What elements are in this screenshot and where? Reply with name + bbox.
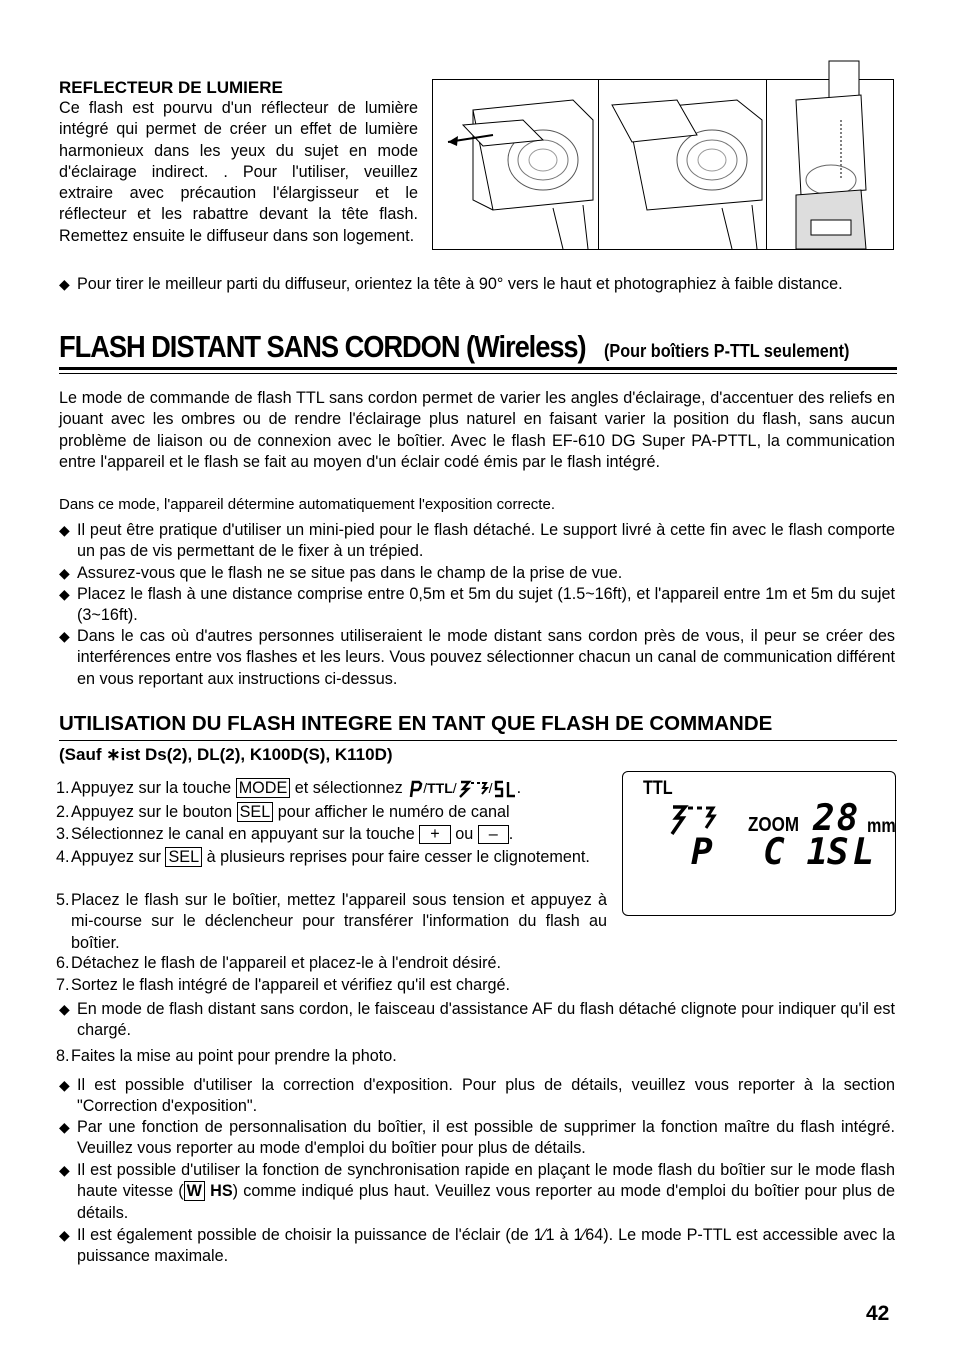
section2-rule [59, 740, 897, 741]
step-6: 6. Détachez le flash de l'appareil et placez-le à l'endroit désiré. [56, 954, 501, 972]
diamond-bullet-icon: ◆ [59, 1001, 70, 1017]
diamond-bullet-icon: ◆ [59, 522, 70, 538]
section2-bullet: ◆ Il est possible d'utiliser la correction d'exposition. Pour plus de détails, veuillez vous reporter à la section "Correction d'exposition". [59, 1076, 895, 1116]
lcd-mode: P [691, 832, 713, 873]
section2-bullet: ◆ Il est également possible de choisir la puissance de l'éclair (de 1⁄1 à 1⁄64). Le mode P-TTL est accessible avec la puissance maximale. [59, 1226, 895, 1266]
section1-bullet: ◆ Il peut être pratique d'utiliser un mini-pied pour le flash détaché. Le support livré à cette fin avec le flash comporte un pas de vis permettant de le fixer à un trépied. [59, 521, 895, 561]
step-3: 3. Sélectionnez le canal en appuyant sur la touche + ou – . [56, 825, 514, 843]
section2-bullet: ◆ Par une fonction de personnalisation du boîtier, il est possible de supprimer la fonction maître du flash intégré. Veuillez vous reporter au mode d'emploi du boîtier pour plus de détails. [59, 1118, 895, 1158]
mode-key: MODE [236, 778, 291, 798]
flash-illustration-1 [432, 79, 599, 250]
plus-key: + [419, 825, 450, 844]
reflector-bullet: ◆ Pour tirer le meilleur parti du diffuseur, orientez la tête à 90° vers le haut et photographiez à faible distance. [59, 274, 895, 295]
step-2: 2. Appuyez sur le bouton SEL pour afficher le numéro de canal [56, 803, 510, 821]
diamond-bullet-icon: ◆ [59, 1119, 70, 1135]
title-rule-thin [59, 373, 897, 374]
diamond-bullet-icon: ◆ [59, 628, 70, 644]
diamond-bullet-icon: ◆ [59, 1162, 70, 1178]
mode-symbols: / TTL / / . [407, 778, 521, 799]
p-mode-icon [407, 780, 423, 798]
w-symbol: W [184, 1181, 205, 1201]
page-number: 42 [866, 1302, 890, 1325]
diamond-bullet-icon: ◆ [59, 1077, 70, 1093]
sl-mode-icon [493, 780, 517, 798]
step-4: 4. Appuyez sur SEL à plusieurs reprises pour faire cesser le clignotement. [56, 848, 590, 866]
diamond-bullet-icon: ◆ [59, 276, 70, 292]
section1-bullet: ◆ Assurez-vous que le flash ne se situe pas dans le champ de la prise de vue. [59, 563, 895, 584]
section1-intro: Le mode de commande de flash TTL sans cordon permet de varier les angles d'éclairage, d'accentuer des reliefs en jouant avec les ombres ou de rendre l'éclairage plus naturel en faisant varier la position du flash, sans aucun problème de liaison ou de connexion avec le boîtier. Avec le flash EF-610 DG Super PA-PTTL, la communication entre l'appareil et le flash se fait au moyen d'un éclair codé émis par le flash intégré. [59, 389, 895, 471]
sel-key: SEL [237, 802, 274, 822]
section1-bullet: ◆ Placez le flash à une distance comprise entre 0,5m et 5m du sujet (1.5~16ft), et l'appareil entre 1m et 5m du sujet (3~16ft). [59, 585, 895, 625]
step-8: 8. Faites la mise au point pour prendre la photo. [56, 1047, 397, 1065]
section2-subtitle: (Sauf ∗ist Ds(2), DL(2), K100D(S), K110D) [59, 745, 393, 764]
flash-illustration-3 [766, 79, 894, 250]
section2-title: UTILISATION DU FLASH INTEGRE EN TANT QUE FLASH DE COMMANDE [59, 712, 773, 735]
section2-bullet-after7: ◆ En mode de flash distant sans cordon, le faisceau d'assistance AF du flash détaché clignote pour indiquer qu'il est chargé. [59, 1000, 895, 1040]
sel-key: SEL [165, 847, 202, 867]
section1-title-main: FLASH DISTANT SANS CORDON (Wireless) [59, 329, 586, 364]
diamond-bullet-icon: ◆ [59, 565, 70, 581]
diamond-bullet-icon: ◆ [59, 586, 70, 602]
lcd-zoom-value: 28 [813, 798, 861, 839]
section1-title-sub: (Pour boîtiers P-TTL seulement) [604, 341, 850, 361]
lcd-zoom-label: ZOOM [748, 814, 799, 836]
step-1: 1. Appuyez sur la touche MODE et sélectionnez / TTL / / . [56, 778, 607, 799]
reflector-heading: REFLECTEUR DE LUMIERE [59, 78, 283, 97]
section1-title [59, 329, 877, 365]
lcd-unit: mm [867, 816, 896, 837]
section1-bullet: ◆ Dans le cas où d'autres personnes utiliseraient le mode distant sans cordon près de vous, il peur se créer des interférences entre vos flashes et les leurs. Vous pouvez sélectionner chacun un canal de communication différent en vous reportant aux instructions ci-dessus. [59, 627, 895, 688]
title-rule-thick [59, 367, 897, 370]
section1-note: Dans ce mode, l'appareil détermine automatiquement l'exposition correcte. [59, 496, 555, 513]
wireless-flash-icon [457, 780, 489, 798]
minus-key: – [478, 825, 509, 844]
lcd-panel [622, 771, 896, 916]
section2-bullet: ◆ Il est possible d'utiliser la fonction de synchronisation rapide en plaçant le mode flash du boîtier sur le mode flash haute vitesse ( W HS) comme indiqué plus haut. Veuillez vous reporter au mode d'emploi du boîtier pour plus de détails. [59, 1161, 895, 1222]
lcd-channel: C 1 [763, 832, 829, 873]
lcd-ttl: TTL [643, 778, 673, 799]
diamond-bullet-icon: ◆ [59, 1227, 70, 1243]
lcd-sl: SL [827, 832, 879, 873]
step-5: 5. Placez le flash sur le boîtier, mettez l'appareil sous tension et appuyez à mi-course sur le déclencheur pour transférer l'information du flash au boîtier. [56, 891, 607, 952]
reflector-body: Ce flash est pourvu d'un réflecteur de lumière intégré qui permet de créer un effet de lumière harmonieux dans les yeux du sujet en mode d'éclairage indirect. . Pour l'utiliser, veuillez extraire avec précaution l'élargisseur et le réflecteur et les rabattre devant la tête flash. Remettez ensuite le diffuseur dans son logement. [59, 99, 418, 245]
step-7: 7. Sortez le flash intégré de l'appareil et vérifiez qu'il est chargé. [56, 976, 510, 994]
flash-illustration-2 [597, 79, 767, 250]
